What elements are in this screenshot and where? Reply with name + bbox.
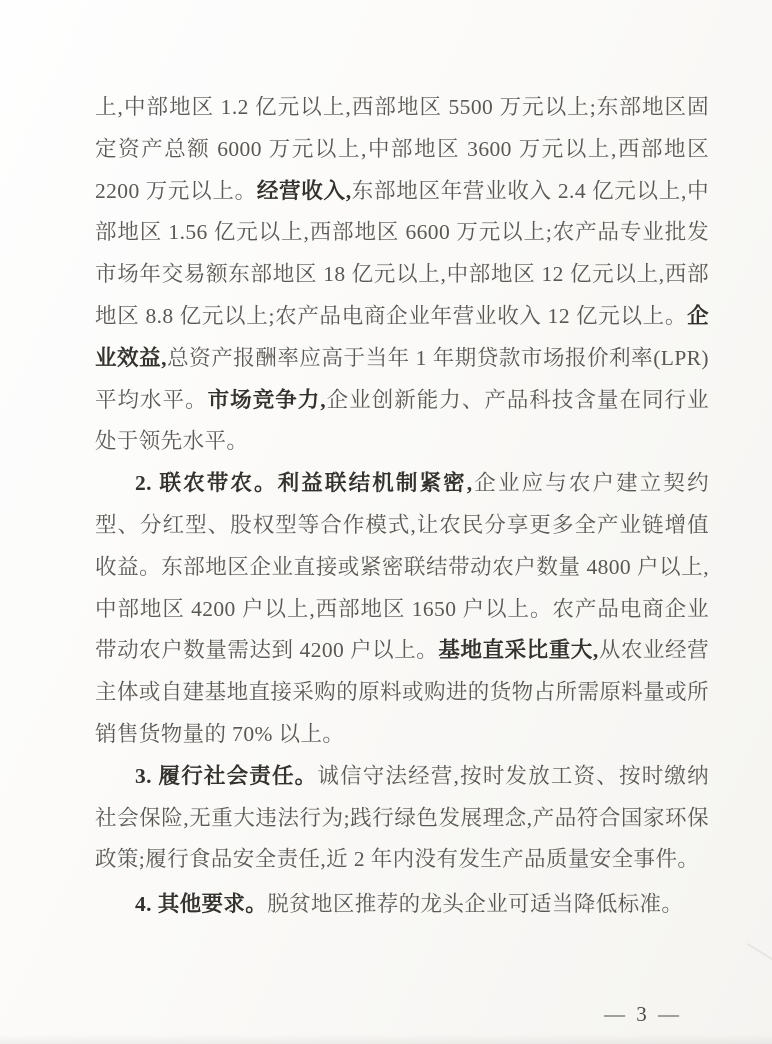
paragraph-4 <box>95 884 709 926</box>
scan-artifact <box>747 943 772 969</box>
text-run: 脱贫地区推荐的龙头企业可适当降低标准。 <box>267 892 684 917</box>
bold-run: 经营收入, <box>256 178 352 203</box>
scan-edge-shade <box>0 1034 772 1044</box>
text-run: 企业创新能力、产品科技含量在同行业处于领先水平。 <box>95 387 709 454</box>
text-run: 从农业经营主体或自建基地直接采购的原料或购进的货物占所需原料量或所销售货物量的 70% 以上。 <box>95 638 709 746</box>
bold-run: 企业效益, <box>95 303 709 370</box>
paragraph-3 <box>95 756 709 881</box>
bold-run: 3. 履行社会责任。 <box>135 763 318 788</box>
paragraph-2 <box>95 463 709 756</box>
text-run: 东部地区年营业收入 2.4 亿元以上,中部地区 1.56 亿元以上,西部地区 6600 万元以上;农产品专业批发市场年交易额东部地区 18 亿元以上,中部地区 12 亿元以上,西部地区 8.8 亿元以上;农产品电商企业年营业收入 12 亿元以上。 <box>95 178 709 328</box>
bold-run: 基地直采比重大, <box>438 638 599 663</box>
body-text <box>95 87 709 926</box>
bold-run: 市场竞争力, <box>207 387 327 412</box>
text-run: 企业应与农户建立契约型、分红型、股权型等合作模式,让农民分享更多全产业链增值收益。东部地区企业直接或紧密联结带动农户数量 4800 户以上,中部地区 4200 户以上,西部地区 1650 户以上。农产品电商企业带动农户数量需达到 4200 户以上。 <box>95 471 709 663</box>
text-run: 上,中部地区 1.2 亿元以上,西部地区 5500 万元以上;东部地区固定资产总额 6000 万元以上,中部地区 3600 万元以上,西部地区 2200 万元以上。 <box>95 95 709 203</box>
text-run: 诚信守法经营,按时发放工资、按时缴纳社会保险,无重大违法行为;践行绿色发展理念,产品符合国家环保政策;履行食品安全责任,近 2 年内没有发生产品质量安全事件。 <box>95 763 709 872</box>
page-number: — 3 — <box>604 1002 682 1026</box>
paragraph-1 <box>95 87 709 463</box>
bold-run: 2. 联农带农。利益联结机制紧密, <box>135 471 473 496</box>
bold-run: 4. 其他要求。 <box>135 892 268 917</box>
text-run: 总资产报酬率应高于当年 1 年期贷款市场报价利率(LPR)平均水平。 <box>95 345 709 412</box>
